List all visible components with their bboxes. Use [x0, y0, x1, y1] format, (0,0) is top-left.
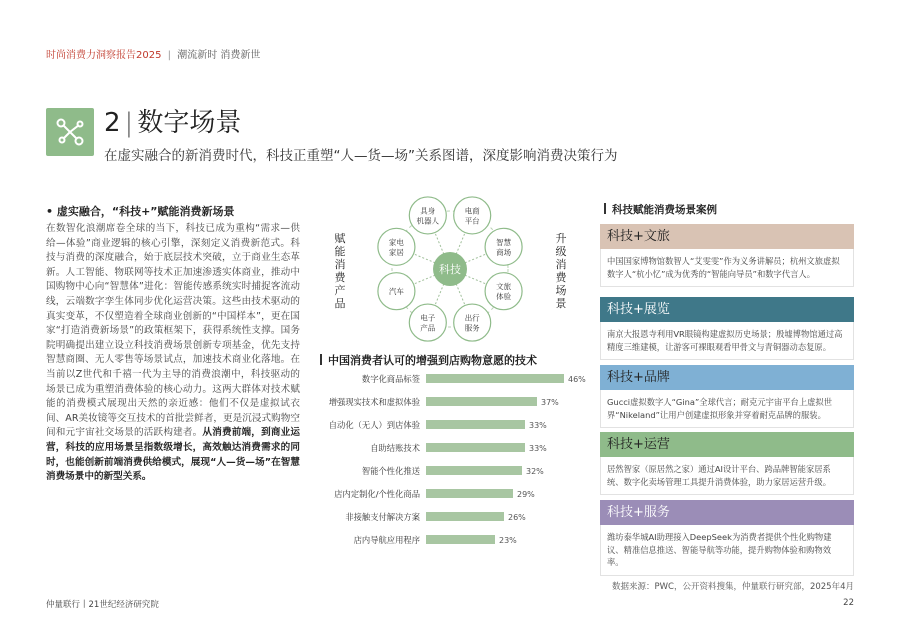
diagram-node-label: 出行服务	[464, 313, 480, 333]
section-title	[104, 108, 241, 138]
paragraph-text: 在数智化浪潮席卷全球的当下，科技已成为重构“需求—供给—体验”商业逻辑的核心引擎，深刻定义消费新范式。科技与消费的深度融合，始于底层技术突破，立于商业生态革新。人工智能、物联网等技术正加速渗透实体商业，推动中国购物中心向“智慧体”进化：智能传感系统实时捕捉客流动线，云端数字孪生体同步优化运营决策。这些由技术驱动的真实变革，不仅塑造着全球商业创新的“中国样本”，更在国家“打造消费新场景”的政策框架下，获得系统性支撑。国务院明确提出建立设立科技消费场景创新专项基金，优先支持智慧商圈、无人零售等场景试点，加速技术商业化落地。在当前以Z世代和千禧一代为主导的消费浪潮中，科技驱动的场景已成为重塑消费体验的核心动力。这两大群体对技术赋能的消费模式展现出天然的亲近感：他们不仅是虚拟试衣间、AR美妆镜等交互技术的首批尝鲜者，更是沉浸式购物空间和元宇宙社交场景的活跃构建者。	[46, 223, 300, 439]
bar-value-label: 46%	[568, 375, 586, 384]
bar	[426, 535, 495, 544]
bar	[426, 420, 525, 429]
case-text: 居然智家（原居然之家）通过AI设计平台、跨品牌智能家居系统、数字化卖场管理工具提升消费体验，助力家居运营升级。	[600, 457, 854, 495]
bar	[426, 512, 504, 521]
bar	[426, 489, 513, 498]
diagram-node-label: 汽车	[388, 287, 404, 297]
section-subtitle: 在虚实融合的新消费时代，科技正重塑“人—货—场”关系图谱，深度影响消费决策行为	[104, 148, 618, 164]
bar-category-label: 增强现实技术和虚拟体验	[328, 397, 420, 407]
case-block-culture-tourism	[600, 224, 854, 287]
bar-category-label: 数字化商品标签	[361, 374, 420, 384]
case-block-exhibition	[600, 297, 854, 360]
case-heading: 科技+运营	[600, 432, 854, 457]
diagram-right-label: 升级消费场景	[555, 232, 567, 310]
bar	[426, 466, 522, 475]
bar-value-label: 23%	[499, 536, 517, 545]
diagram-node-label: 电商平台	[464, 206, 480, 226]
diagram-node-label: 具身机器人	[416, 206, 440, 226]
case-text: 中国国家博物馆数智人“艾雯雯”作为义务讲解员；杭州文旅虚拟数字人“杭小忆”成为优秀的“智能向导员”和数字代言人。	[600, 249, 854, 287]
section-title-text: 数字场景	[137, 108, 242, 138]
case-block-operations	[600, 432, 854, 495]
bar-value-label: 37%	[541, 398, 559, 407]
diagram-center-label: 科技	[439, 263, 461, 276]
bar-chart	[316, 368, 586, 558]
report-subtitle: 潮流新时 消费新世	[177, 50, 261, 61]
body-paragraph	[46, 222, 300, 485]
chart-title-text: 中国消费者认可的增强到店购物意愿的技术	[328, 354, 537, 367]
section-number: 2	[104, 108, 121, 138]
network-icon	[46, 108, 94, 156]
section-bar: |	[124, 108, 134, 138]
case-text: 潍坊泰华城AI助理接入DeepSeek为消费者提供个性化购物建议、精准信息推送、智能导航等功能，提升购物体验和购物效率。	[600, 525, 854, 576]
case-block-service	[600, 500, 854, 576]
bar	[426, 397, 537, 406]
case-text: Gucci虚拟数字人“Gina”全球代言；耐克元宇宙平台上虚拟世界“Nikeland”让用户创建虚拟形象并穿着耐克品牌的服装。	[600, 390, 854, 428]
tech-diagram	[320, 190, 600, 350]
report-header	[46, 46, 260, 61]
diagram-node-label: 文旅体验	[496, 282, 512, 302]
diagram-node-label: 智慧商场	[496, 237, 512, 257]
report-name: 时尚消费力洞察报告2025	[46, 50, 162, 61]
chart-title	[320, 352, 537, 368]
bar	[426, 374, 564, 383]
diagram-node-label: 电子产品	[420, 313, 436, 333]
case-heading: 科技+文旅	[600, 224, 854, 249]
bar-category-label: 店内定制化/个性化商品	[334, 489, 420, 499]
bar-category-label: 自助结账技术	[370, 443, 420, 453]
bar-category-label: 智能个性化推送	[361, 466, 420, 476]
cases-title	[604, 202, 717, 217]
cases-title-text: 科技赋能消费场景案例	[612, 204, 717, 216]
bar-value-label: 33%	[529, 444, 547, 453]
case-heading: 科技+服务	[600, 500, 854, 525]
data-source: 数据来源：PWC，公开资料搜集，仲量联行研究部，2025年4月	[611, 582, 854, 592]
bar-value-label: 33%	[529, 421, 547, 430]
bar-category-label: 自动化（无人）到店体验	[328, 420, 420, 430]
bar-category-label: 非接触支付解决方案	[345, 512, 420, 522]
diagram-left-label: 赋能消费产品	[334, 232, 346, 310]
case-text: 南京大报恩寺利用VR眼镜构建虚拟历史场景；殷墟博物馆通过高精度三维建模，让游客可裸眼观看甲骨文与青铜器动态复原。	[600, 322, 854, 360]
bar-value-label: 32%	[526, 467, 544, 476]
diagram-node-label: 家电家居	[388, 237, 404, 257]
page-number: 22	[843, 598, 854, 608]
bar-category-label: 店内导航应用程序	[353, 535, 420, 545]
case-heading: 科技+品牌	[600, 365, 854, 390]
bold-conclusion: 从消费前端，到商业运营，科技的应用场景呈指数级增长，高效触达消费需求的同时，也能创新前端消费供给模式，展现“人—货—场”在智慧消费场景中的新型关系。	[46, 427, 301, 483]
bullet-heading: • 虚实融合，“科技+”赋能消费新场景	[46, 205, 235, 218]
header-separator: |	[167, 50, 172, 61]
footer-publisher: 仲量联行丨21世纪经济研究院	[46, 600, 159, 610]
case-heading: 科技+展览	[600, 297, 854, 322]
bar	[426, 443, 525, 452]
bar-value-label: 29%	[517, 490, 535, 499]
case-block-brand	[600, 365, 854, 428]
bar-value-label: 26%	[508, 513, 526, 522]
